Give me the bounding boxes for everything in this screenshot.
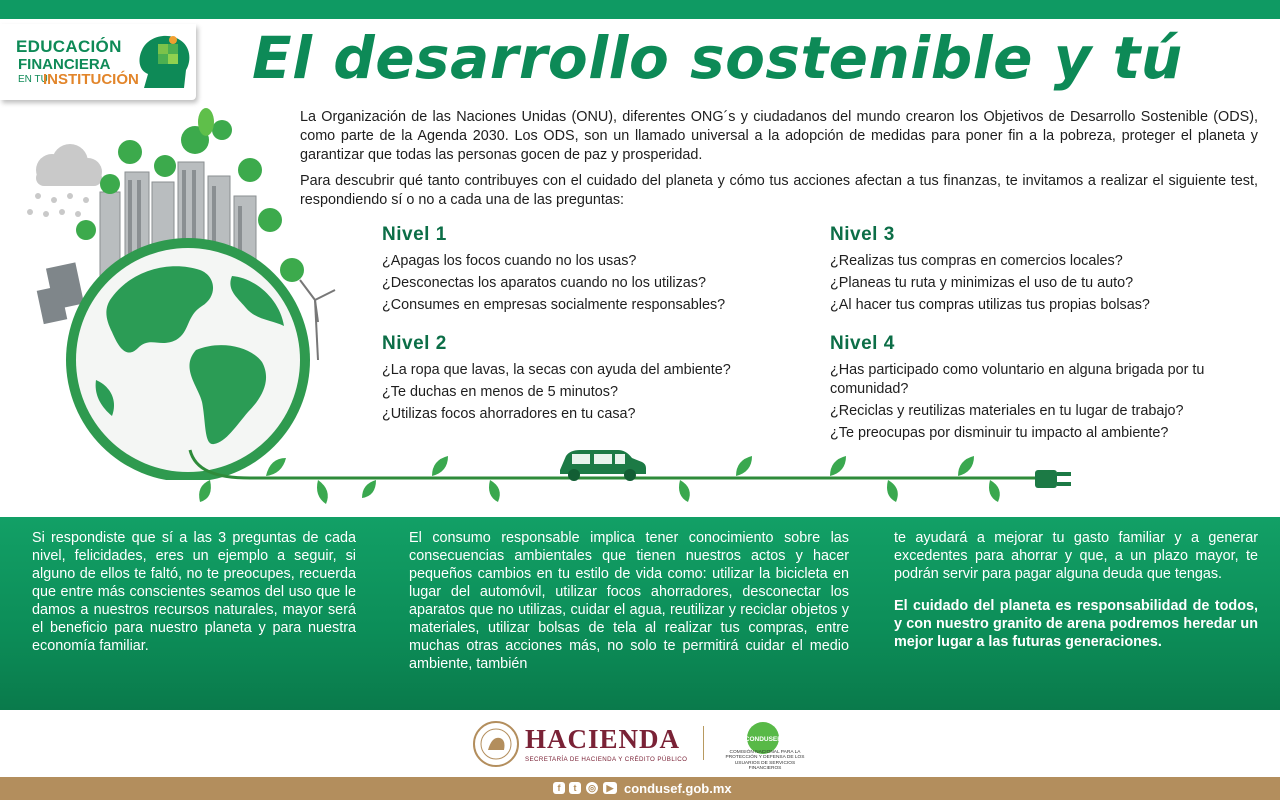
level-4-question-1: ¿Has participado como voluntario en alguna brigada por tu comunidad? (830, 362, 1205, 397)
condusef-logo-text: CONDUSEF (744, 736, 782, 743)
level-3 (830, 224, 1150, 318)
top-bar (0, 0, 1280, 19)
logo-line-4: INSTITUCIÓN (43, 71, 139, 88)
level-2-question-3: ¿Utilizas focos ahorradores en tu casa? (382, 406, 636, 422)
level-4-title: Nivel 4 (830, 333, 895, 354)
car-icon (560, 450, 646, 481)
conclusion-band (0, 517, 1280, 710)
level-3-question-1: ¿Realizas tus compras en comercios locales? (830, 253, 1123, 269)
footer-divider (703, 726, 704, 760)
conclusion-col-1 (32, 529, 356, 669)
level-1-question-1: ¿Apagas los focos cuando no los usas? (382, 253, 637, 269)
rain-cloud-icon (27, 144, 102, 217)
level-4-question-2: ¿Reciclas y reutilizas materiales en tu lugar de trabajo? (830, 403, 1184, 419)
page-title: El desarrollo sostenible y tú (252, 24, 1183, 92)
conclusion-col-3 (894, 529, 1258, 665)
condusef-subtitle: COMISIÓN NACIONAL PARA LA PROTECCIÓN Y DEFENSA DE LOS USUARIOS DE SERVICIOS FINANCIEROS (725, 750, 805, 772)
globe-city-illustration (0, 100, 340, 480)
logo-line-2: FINANCIERA (18, 56, 111, 73)
intro-text (300, 108, 1258, 217)
logo-line-3: EN TU (18, 74, 48, 85)
level-4-question-3: ¿Te preocupas por disminuir tu impacto al ambiente? (830, 425, 1169, 441)
conclusion-text-2: El consumo responsable implica tener conocimiento sobre las consecuencias ambientales que tienen nuestros actos y hacer pequeños cambios en tu estilo de vida como: utilizar la bicicleta en lugar del automóvil, utilizar focos ahorradores, desconectar los aparatos que no utilizas, cuidar el agua, reutilizar y reciclar objetos y materiales, utilizar bolsas de tela al realizar tus compras, entre muchas otras acciones más, no solo te permitirá cuidar el medio ambiente, también (409, 530, 849, 672)
level-3-question-3: ¿Al hacer tus compras utilizas tus propias bolsas? (830, 297, 1150, 313)
hacienda-subtitle: SECRETARÍA DE HACIENDA Y CRÉDITO PÚBLICO (525, 756, 688, 763)
level-3-title: Nivel 3 (830, 224, 895, 245)
head-puzzle-icon (136, 30, 196, 92)
level-4 (830, 333, 1260, 446)
level-3-question-2: ¿Planeas tu ruta y minimizas el uso de tu auto? (830, 275, 1134, 291)
conclusion-text-3: te ayudará a mejorar tu gasto familiar y a generar excedentes para ahorrar y que, a un plazo mayor, te podrán servir para pagar alguna deuda que tengas. (894, 530, 1258, 582)
intro-paragraph-1: La Organización de las Naciones Unidas (ONU), diferentes ONG´s y ciudadanos del mundo crearon los Objetivos de Desarrollo Sostenible (ODS), como parte de la Agenda 2030. Los ODS, son un llamado universal a la adopción de medidas para poner fin a la pobreza, proteger el planeta y garantizar que todas las personas gocen de paz y prosperidad. (300, 109, 1258, 163)
facebook-icon[interactable]: f (553, 782, 565, 794)
level-1-question-2: ¿Desconectas los aparatos cuando no los utilizas? (382, 275, 706, 291)
conclusion-text-1: Si respondiste que sí a las 3 preguntas de cada nivel, felicidades, eres un ejemplo a seguir, si alguno de ellos te faltó, no te preocupes, recuerda que entre más conscientes seamos del uso que le damos a nuestros recursos naturales, mayor será el beneficio para nuestro planeta y para nuestra economía familiar. (32, 530, 356, 654)
website-link[interactable]: condusef.gob.mx (624, 781, 732, 796)
twitter-icon[interactable]: t (569, 782, 581, 794)
level-1-title: Nivel 1 (382, 224, 447, 245)
level-1 (382, 224, 725, 318)
mexico-seal-icon (472, 720, 520, 768)
hacienda-title: HACIENDA (525, 724, 681, 754)
level-1-question-3: ¿Consumes en empresas socialmente responsables? (382, 297, 726, 313)
instagram-icon[interactable]: ◎ (586, 782, 598, 794)
educacion-financiera-logo (0, 24, 196, 100)
youtube-icon[interactable]: ▶ (603, 782, 617, 794)
intro-paragraph-2: Para descubrir qué tanto contribuyes con el cuidado del planeta y cómo tus acciones afectan a tus finanzas, te invitamos a realizar el siguiente test, respondiendo sí o no a cada una de las preguntas: (300, 173, 1258, 208)
level-2 (382, 333, 731, 427)
conclusion-highlight: El cuidado del planeta es responsabilidad de todos, y con nuestro granito de arena podremos heredar un mejor lugar a las futuras generaciones. (894, 598, 1258, 650)
logo-line-1: EDUCACIÓN (16, 37, 122, 56)
conclusion-col-2 (409, 529, 849, 687)
vine-divider (0, 440, 1280, 520)
level-2-title: Nivel 2 (382, 333, 447, 354)
level-2-question-1: ¿La ropa que lavas, la secas con ayuda del ambiente? (382, 362, 731, 378)
plug-icon (1035, 470, 1071, 488)
footer-logos (0, 710, 1280, 777)
bottom-bar (0, 777, 1280, 800)
level-2-question-2: ¿Te duchas en menos de 5 minutos? (382, 384, 618, 400)
